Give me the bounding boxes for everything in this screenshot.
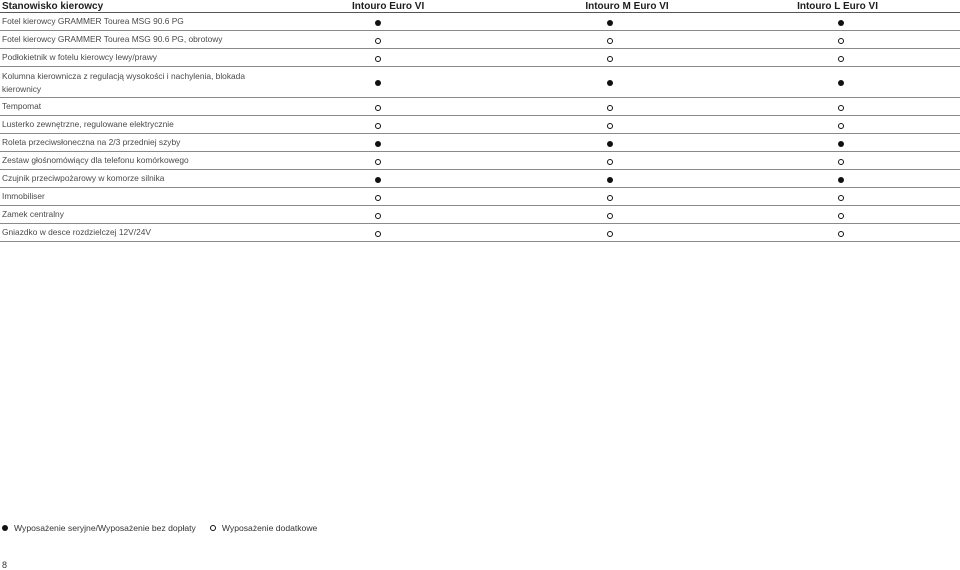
hollow-circle-icon — [836, 36, 846, 46]
filled-dot-icon — [373, 78, 383, 88]
hollow-circle-icon — [373, 157, 383, 167]
table-row — [0, 224, 960, 242]
hollow-circle-icon — [373, 229, 383, 239]
filled-dot-icon — [373, 18, 383, 28]
legend-standard-label: Wyposażenie seryjne/Wyposażenie bez dopłaty — [14, 523, 196, 533]
hollow-circle-icon — [605, 54, 615, 64]
table-row — [0, 206, 960, 224]
header-model-intouro-l: Intouro L Euro VI — [797, 0, 878, 12]
table-row — [0, 13, 960, 31]
table-body — [0, 13, 960, 242]
table-row — [0, 116, 960, 134]
row-label: Czujnik przeciwpożarowy w komorze silnika — [2, 173, 165, 183]
filled-dot-icon — [373, 139, 383, 149]
hollow-circle-icon — [836, 211, 846, 221]
row-label: Tempomat — [2, 101, 42, 111]
hollow-circle-icon — [836, 121, 846, 131]
hollow-circle-icon — [605, 229, 615, 239]
table-row — [0, 67, 960, 98]
hollow-circle-icon — [373, 121, 383, 131]
filled-dot-icon — [373, 175, 383, 185]
hollow-circle-icon — [373, 103, 383, 113]
table-row — [0, 152, 960, 170]
hollow-circle-icon — [836, 54, 846, 64]
hollow-circle-icon — [605, 103, 615, 113]
hollow-circle-icon — [373, 211, 383, 221]
hollow-circle-icon — [836, 193, 846, 203]
hollow-circle-icon — [836, 229, 846, 239]
hollow-circle-icon — [605, 193, 615, 203]
filled-dot-icon — [605, 18, 615, 28]
table-row — [0, 31, 960, 49]
filled-dot-icon — [836, 175, 846, 185]
filled-dot-icon — [836, 18, 846, 28]
header-section-title: Stanowisko kierowcy — [2, 0, 104, 12]
table-row — [0, 49, 960, 67]
row-label: Lusterko zewnętrzne, regulowane elektrycznie — [2, 119, 174, 129]
hollow-circle-icon — [210, 523, 216, 533]
hollow-circle-icon — [836, 157, 846, 167]
row-label: Zamek centralny — [2, 209, 64, 219]
table-row — [0, 134, 960, 152]
legend — [2, 523, 331, 533]
hollow-circle-icon — [373, 36, 383, 46]
hollow-circle-icon — [605, 211, 615, 221]
filled-dot-icon — [836, 78, 846, 88]
hollow-circle-icon — [373, 193, 383, 203]
page-number: 8 — [2, 560, 8, 570]
hollow-circle-icon — [605, 121, 615, 131]
hollow-circle-icon — [836, 103, 846, 113]
row-label: Podłokietnik w fotelu kierowcy lewy/prawy — [2, 52, 157, 62]
legend-optional — [210, 523, 317, 533]
table-header — [0, 0, 960, 13]
row-label: Kolumna kierownicza z regulacją wysokości i nachylenia, blokada kierownicy — [2, 71, 245, 94]
table-row — [0, 170, 960, 188]
header-model-intouro-m: Intouro M Euro VI — [585, 0, 669, 12]
row-label: Roleta przeciwsłoneczna na 2/3 przedniej szyby — [2, 137, 181, 147]
filled-dot-icon — [605, 139, 615, 149]
hollow-circle-icon — [373, 54, 383, 64]
table-row — [0, 98, 960, 116]
filled-dot-icon — [836, 139, 846, 149]
filled-dot-icon — [605, 78, 615, 88]
equipment-table — [0, 0, 960, 242]
table-row — [0, 188, 960, 206]
filled-dot-icon — [2, 523, 8, 533]
legend-optional-label: Wyposażenie dodatkowe — [221, 523, 318, 533]
filled-dot-icon — [605, 175, 615, 185]
header-model-intouro: Intouro Euro VI — [352, 0, 425, 12]
row-label: Fotel kierowcy GRAMMER Tourea MSG 90.6 PG, obrotowy — [2, 34, 223, 44]
row-label: Zestaw głośnomówiący dla telefonu komórkowego — [2, 155, 189, 165]
row-label: Fotel kierowcy GRAMMER Tourea MSG 90.6 PG — [2, 16, 184, 26]
legend-standard — [2, 523, 196, 533]
row-label: Immobiliser — [2, 191, 45, 201]
hollow-circle-icon — [605, 157, 615, 167]
row-label: Gniazdko w desce rozdzielczej 12V/24V — [2, 227, 151, 237]
hollow-circle-icon — [605, 36, 615, 46]
